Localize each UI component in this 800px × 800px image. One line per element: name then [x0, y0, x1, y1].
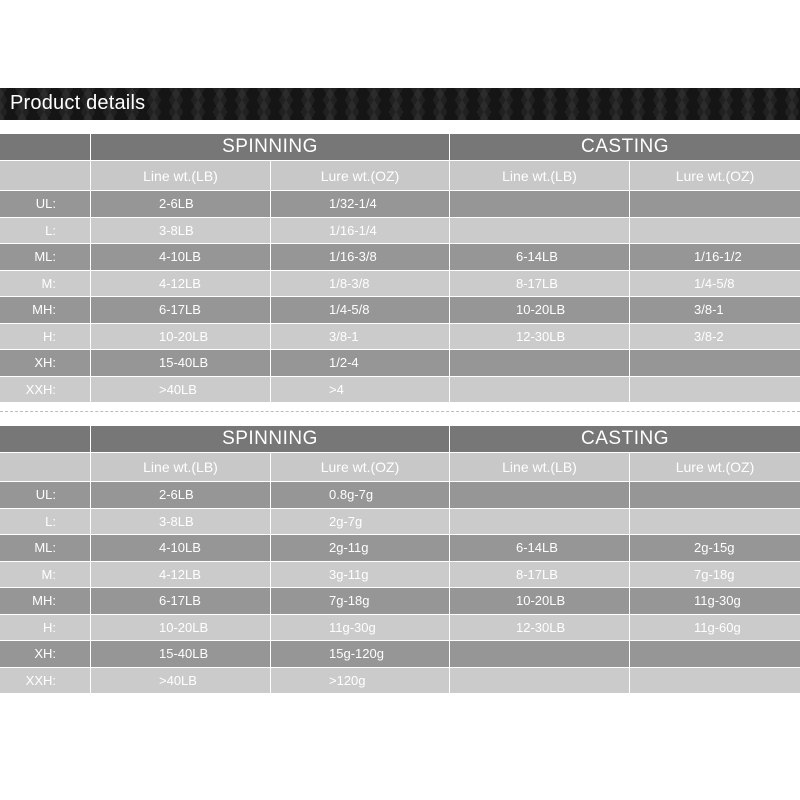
power-rating-cell: H: [0, 323, 90, 350]
casting-lure-wt-cell: 3/8-1 [629, 296, 800, 323]
spinning-lure-wt-cell: 1/2-4 [270, 349, 449, 376]
power-rating-cell: ML: [0, 243, 90, 270]
spinning-header: SPINNING [90, 134, 449, 160]
spinning-line-wt-cell: 4-12LB [90, 270, 270, 297]
casting-line-wt-cell: 6-14LB [449, 243, 629, 270]
casting-line-wt-header: Line wt.(LB) [449, 160, 629, 190]
product-details-banner [0, 88, 800, 120]
power-rating-cell: M: [0, 270, 90, 297]
spinning-line-wt-header: Line wt.(LB) [90, 160, 270, 190]
casting-line-wt-cell [449, 640, 629, 667]
spinning-line-wt-cell: 2-6LB [90, 190, 270, 217]
casting-lure-wt-cell: 1/16-1/2 [629, 243, 800, 270]
casting-line-wt-header: Line wt.(LB) [449, 452, 629, 481]
power-rating-cell: UL: [0, 481, 90, 508]
power-rating-cell: XXH: [0, 667, 90, 694]
casting-lure-wt-cell: 11g-30g [629, 587, 800, 614]
casting-line-wt-cell: 12-30LB [449, 614, 629, 641]
spinning-line-wt-cell: 4-12LB [90, 561, 270, 588]
casting-lure-wt-cell [629, 376, 800, 403]
power-rating-cell: L: [0, 508, 90, 535]
casting-lure-wt-header: Lure wt.(OZ) [629, 452, 800, 481]
casting-header: CASTING [449, 134, 800, 160]
spinning-lure-wt-cell: 1/8-3/8 [270, 270, 449, 297]
casting-lure-wt-header: Lure wt.(OZ) [629, 160, 800, 190]
spec-table-oz [0, 134, 800, 402]
spinning-lure-wt-cell: >4 [270, 376, 449, 403]
casting-lure-wt-cell: 3/8-2 [629, 323, 800, 350]
spinning-line-wt-cell: 15-40LB [90, 349, 270, 376]
spinning-line-wt-cell: 2-6LB [90, 481, 270, 508]
spinning-line-wt-cell: 15-40LB [90, 640, 270, 667]
casting-lure-wt-cell: 7g-18g [629, 561, 800, 588]
spinning-line-wt-cell: 6-17LB [90, 587, 270, 614]
casting-lure-wt-cell: 1/4-5/8 [629, 270, 800, 297]
casting-lure-wt-cell: 2g-15g [629, 534, 800, 561]
subheader-blank [0, 452, 90, 481]
spinning-lure-wt-cell: 1/4-5/8 [270, 296, 449, 323]
power-rating-cell: XH: [0, 349, 90, 376]
spinning-line-wt-cell: 10-20LB [90, 614, 270, 641]
casting-line-wt-cell: 10-20LB [449, 587, 629, 614]
spinning-lure-wt-header: Lure wt.(OZ) [270, 452, 449, 481]
spinning-line-wt-cell: >40LB [90, 667, 270, 694]
casting-lure-wt-cell [629, 481, 800, 508]
spec-table-grams [0, 426, 800, 693]
power-rating-cell: XH: [0, 640, 90, 667]
casting-line-wt-cell: 8-17LB [449, 270, 629, 297]
spinning-lure-wt-cell: 1/16-1/4 [270, 217, 449, 244]
casting-lure-wt-cell [629, 508, 800, 535]
spinning-line-wt-cell: 6-17LB [90, 296, 270, 323]
table-divider [0, 411, 800, 412]
spinning-line-wt-cell: 10-20LB [90, 323, 270, 350]
spinning-lure-wt-cell: 0.8g-7g [270, 481, 449, 508]
power-rating-cell: MH: [0, 296, 90, 323]
spinning-lure-wt-cell: 1/32-1/4 [270, 190, 449, 217]
casting-line-wt-cell: 8-17LB [449, 561, 629, 588]
header-blank [0, 134, 90, 160]
power-rating-cell: H: [0, 614, 90, 641]
casting-lure-wt-cell [629, 640, 800, 667]
spinning-lure-wt-cell: 1/16-3/8 [270, 243, 449, 270]
spinning-lure-wt-header: Lure wt.(OZ) [270, 160, 449, 190]
spinning-header: SPINNING [90, 426, 449, 452]
spinning-line-wt-cell: 4-10LB [90, 243, 270, 270]
spinning-lure-wt-cell: 2g-7g [270, 508, 449, 535]
spinning-lure-wt-cell: 15g-120g [270, 640, 449, 667]
power-rating-cell: ML: [0, 534, 90, 561]
banner-title: Product details [10, 92, 146, 114]
header-blank [0, 426, 90, 452]
casting-lure-wt-cell [629, 349, 800, 376]
spinning-lure-wt-cell: 7g-18g [270, 587, 449, 614]
casting-line-wt-cell [449, 217, 629, 244]
spinning-line-wt-cell: 3-8LB [90, 508, 270, 535]
casting-line-wt-cell: 12-30LB [449, 323, 629, 350]
spinning-lure-wt-cell: 3g-11g [270, 561, 449, 588]
spinning-line-wt-header: Line wt.(LB) [90, 452, 270, 481]
spinning-line-wt-cell: >40LB [90, 376, 270, 403]
casting-line-wt-cell [449, 667, 629, 694]
spinning-lure-wt-cell: 3/8-1 [270, 323, 449, 350]
casting-line-wt-cell: 10-20LB [449, 296, 629, 323]
power-rating-cell: XXH: [0, 376, 90, 403]
casting-line-wt-cell: 6-14LB [449, 534, 629, 561]
spinning-lure-wt-cell: 2g-11g [270, 534, 449, 561]
power-rating-cell: M: [0, 561, 90, 588]
spinning-lure-wt-cell: >120g [270, 667, 449, 694]
casting-lure-wt-cell [629, 190, 800, 217]
power-rating-cell: UL: [0, 190, 90, 217]
spinning-line-wt-cell: 4-10LB [90, 534, 270, 561]
spinning-line-wt-cell: 3-8LB [90, 217, 270, 244]
power-rating-cell: MH: [0, 587, 90, 614]
casting-line-wt-cell [449, 508, 629, 535]
casting-lure-wt-cell [629, 217, 800, 244]
casting-line-wt-cell [449, 190, 629, 217]
casting-line-wt-cell [449, 349, 629, 376]
casting-lure-wt-cell [629, 667, 800, 694]
power-rating-cell: L: [0, 217, 90, 244]
subheader-blank [0, 160, 90, 190]
casting-line-wt-cell [449, 376, 629, 403]
casting-line-wt-cell [449, 481, 629, 508]
casting-header: CASTING [449, 426, 800, 452]
casting-lure-wt-cell: 11g-60g [629, 614, 800, 641]
spinning-lure-wt-cell: 11g-30g [270, 614, 449, 641]
